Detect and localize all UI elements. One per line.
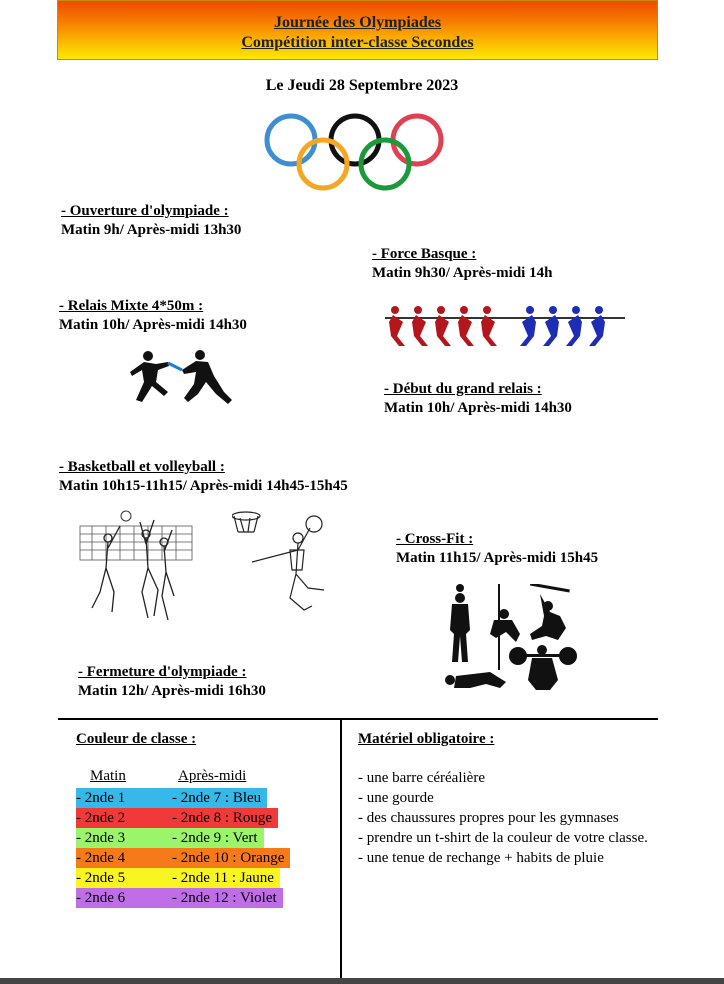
event-fermeture xyxy=(78,663,266,701)
vertical-divider xyxy=(340,718,342,984)
event-time: Matin 9h30/ Après-midi 14h xyxy=(372,265,553,281)
event-relais-mixte xyxy=(59,297,247,335)
header-title: Journée des Olympiades xyxy=(273,14,442,31)
materiel-list xyxy=(358,768,658,868)
basketball-image xyxy=(232,508,342,638)
horizontal-divider xyxy=(58,718,658,720)
volleyball-image xyxy=(78,508,194,624)
class-apres-midi: - 2nde 11 : Jaune xyxy=(168,868,280,888)
event-title: - Ouverture d'olympiade : xyxy=(61,203,229,219)
class-color-row xyxy=(76,828,290,848)
event-time: Matin 10h/ Après-midi 14h30 xyxy=(384,400,572,416)
event-force-basque xyxy=(372,245,552,283)
ring-black xyxy=(331,116,379,164)
event-time: Matin 11h15/ Après-midi 15h45 xyxy=(396,550,599,566)
header-subtitle: Compétition inter-classe Secondes xyxy=(241,34,474,51)
event-date: Le Jeudi 28 Septembre 2023 xyxy=(265,77,459,94)
class-matin: - 2nde 6 xyxy=(76,888,168,908)
event-title: - Basketball et volleyball : xyxy=(59,459,225,475)
class-color-row xyxy=(76,888,290,908)
couleur-title: Couleur de classe : xyxy=(76,731,197,747)
materiel-title: Matériel obligatoire : xyxy=(358,731,495,747)
class-color-row xyxy=(76,808,290,828)
event-crossfit xyxy=(396,530,598,568)
event-title: - Force Basque : xyxy=(372,246,477,262)
class-color-table xyxy=(76,768,290,908)
event-title: - Début du grand relais : xyxy=(384,381,542,397)
ring-blue xyxy=(267,116,315,164)
class-matin: - 2nde 3 xyxy=(76,828,168,848)
ring-green xyxy=(361,140,409,188)
bottom-bar xyxy=(0,978,724,984)
class-color-row xyxy=(76,788,290,808)
materiel-item: - une gourde xyxy=(358,790,434,806)
event-ouverture xyxy=(61,202,241,240)
class-matin: - 2nde 5 xyxy=(76,868,168,888)
materiel-item: - prendre un t-shirt de la couleur de votre classe. xyxy=(358,830,648,846)
event-grand-relais xyxy=(384,380,572,418)
event-title: - Fermeture d'olympiade : xyxy=(78,664,247,680)
event-basket-volley xyxy=(59,458,348,496)
event-title: - Relais Mixte 4*50m : xyxy=(59,298,204,314)
event-time: Matin 10h15-11h15/ Après-midi 14h45-15h45 xyxy=(59,478,348,494)
event-time: Matin 9h/ Après-midi 13h30 xyxy=(61,222,242,238)
class-matin: - 2nde 2 xyxy=(76,808,168,828)
ring-yellow xyxy=(299,140,347,188)
event-time: Matin 10h/ Après-midi 14h30 xyxy=(59,317,247,333)
class-matin: - 2nde 4 xyxy=(76,848,168,868)
class-apres-midi: - 2nde 10 : Orange xyxy=(168,848,290,868)
crossfit-image xyxy=(436,584,586,696)
header-apres-midi: Après-midi xyxy=(178,768,247,784)
relay-runners-image xyxy=(128,348,238,408)
class-matin: - 2nde 1 xyxy=(76,788,168,808)
event-title: - Cross-Fit : xyxy=(396,531,474,547)
olympic-rings-image xyxy=(260,112,450,194)
ring-red xyxy=(393,116,441,164)
class-color-row xyxy=(76,868,290,888)
class-apres-midi: - 2nde 7 : Bleu xyxy=(168,788,267,808)
class-apres-midi: - 2nde 8 : Rouge xyxy=(168,808,278,828)
materiel-item: - une tenue de rechange + habits de pluie xyxy=(358,850,604,866)
page-header xyxy=(57,0,658,60)
class-apres-midi: - 2nde 12 : Violet xyxy=(168,888,283,908)
materiel-item: - des chaussures propres pour les gymnases xyxy=(358,810,619,826)
header-matin: Matin xyxy=(90,768,126,784)
class-apres-midi: - 2nde 9 : Vert xyxy=(168,828,264,848)
class-color-row xyxy=(76,848,290,868)
class-color-header xyxy=(76,768,290,788)
tug-of-war-image xyxy=(385,300,625,352)
event-time: Matin 12h/ Après-midi 16h30 xyxy=(78,683,266,699)
materiel-item: - une barre céréalière xyxy=(358,770,485,786)
